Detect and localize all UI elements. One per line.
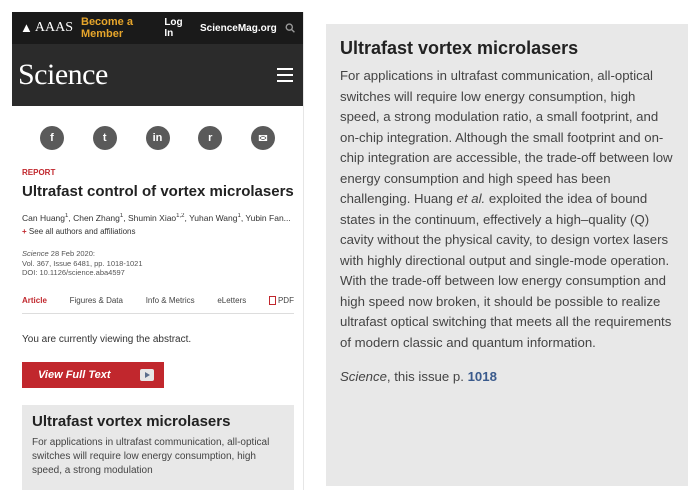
view-full-text-button[interactable] [22,362,164,388]
abstract-panel [326,24,688,486]
become-member-link[interactable]: Become a Member [81,16,133,40]
play-icon [140,369,154,381]
abstract-title: Ultrafast vortex microlasers [340,38,579,58]
masthead [12,44,303,106]
tab-pdf-label: PDF [277,295,294,305]
doi: DOI: 10.1126/science.aba4597 [22,268,125,277]
citation-block [22,249,303,278]
mobile-article-page [12,12,304,490]
sciencemag-link[interactable]: ScienceMag.org [200,22,277,34]
author-name[interactable]: Chen Zhang [73,213,120,223]
tab-figures-data[interactable]: Figures & Data [69,295,123,305]
see-all-authors-link[interactable] [22,227,303,236]
abstract-preview [22,405,294,491]
science-logo[interactable]: Science [18,58,108,91]
reference-page-link[interactable]: 1018 [467,369,497,384]
email-icon[interactable]: ✉ [251,126,275,150]
author-name[interactable]: Can Huang [22,213,66,223]
facebook-icon[interactable]: f [40,126,64,150]
author-list: Can Huang$^1$, Chen Zhang$^1$, Shumin Xiao$^{1,2}$, Yuhan Wang$^1$, Yubin Fan... [22,213,291,223]
article-tabs [22,296,294,305]
view-full-text-label: View Full Text [38,368,111,381]
volume-issue: Vol. 367, Issue 6481, pp. 1018-1021 [22,258,143,268]
abstract-body [340,66,674,353]
article-type-label: REPORT [22,168,56,177]
tab-info-metrics[interactable]: Info & Metrics [145,295,195,305]
reddit-icon[interactable]: r [198,126,222,150]
abstract-text-part-2: exploited the idea of bound states in the continuum, effectively a high–quality (Q) cavity without the physical cavity, to design vortex lasers with highly directional output and single-mode operation. With the trade-off between low energy consumption and high speed now broken, it should be possible to realize ultrafast optical switching that meets all the requirements of modern classic and quantum information. [340,191,672,350]
reference-journal: Science [340,369,387,384]
twitter-icon[interactable]: t [93,126,117,150]
tab-eletters[interactable]: eLetters [217,295,247,305]
author-name[interactable]: Yuhan Wang [189,213,238,223]
menu-icon[interactable] [277,68,293,82]
abstract-preview-text: For applications in ultrafast communication, all-optical switches will require low energy consumption, high speed, a strong modulation [32,436,270,476]
pdf-icon [269,296,276,305]
abstract-reference [340,367,674,388]
login-link[interactable]: Log In [164,17,183,39]
publication-date: 28 Feb 2020: [50,249,95,258]
tab-article[interactable]: Article [22,295,47,305]
author-name[interactable]: Yubin Fan... [245,213,291,223]
top-bar [12,12,303,44]
aaas-logo[interactable] [20,20,73,36]
aaas-logo-mark: ▲ [20,20,33,35]
search-icon[interactable] [285,22,295,34]
viewing-notice: You are currently viewing the abstract. [22,333,192,345]
share-icons [12,126,303,150]
plus-icon: + [22,227,27,236]
linkedin-icon[interactable]: in [146,126,170,150]
article-title: Ultrafast control of vortex microlasers [22,183,294,200]
abstract-preview-title: Ultrafast vortex microlasers [32,412,231,430]
abstract-etal: et al. [456,191,486,206]
reference-text: , this issue p. [386,369,468,384]
see-all-authors-label: See all authors and affiliations [28,227,136,236]
author-name[interactable]: Shumin Xiao [127,213,177,223]
divider [22,313,294,314]
abstract-text-part-1: For applications in ultrafast communication, all-optical switches will require low energy consumption, high speed, a strong modulation ratio, a small footprint, and on-chip integration. Although the small footprint and on-chip integration are accessible, the trade-off between low energy consumption and high speed has been challenging. Huang [340,68,673,206]
tab-pdf[interactable] [269,296,294,305]
aaas-logo-text: AAAS [34,20,73,35]
journal-name: Science [22,249,49,258]
